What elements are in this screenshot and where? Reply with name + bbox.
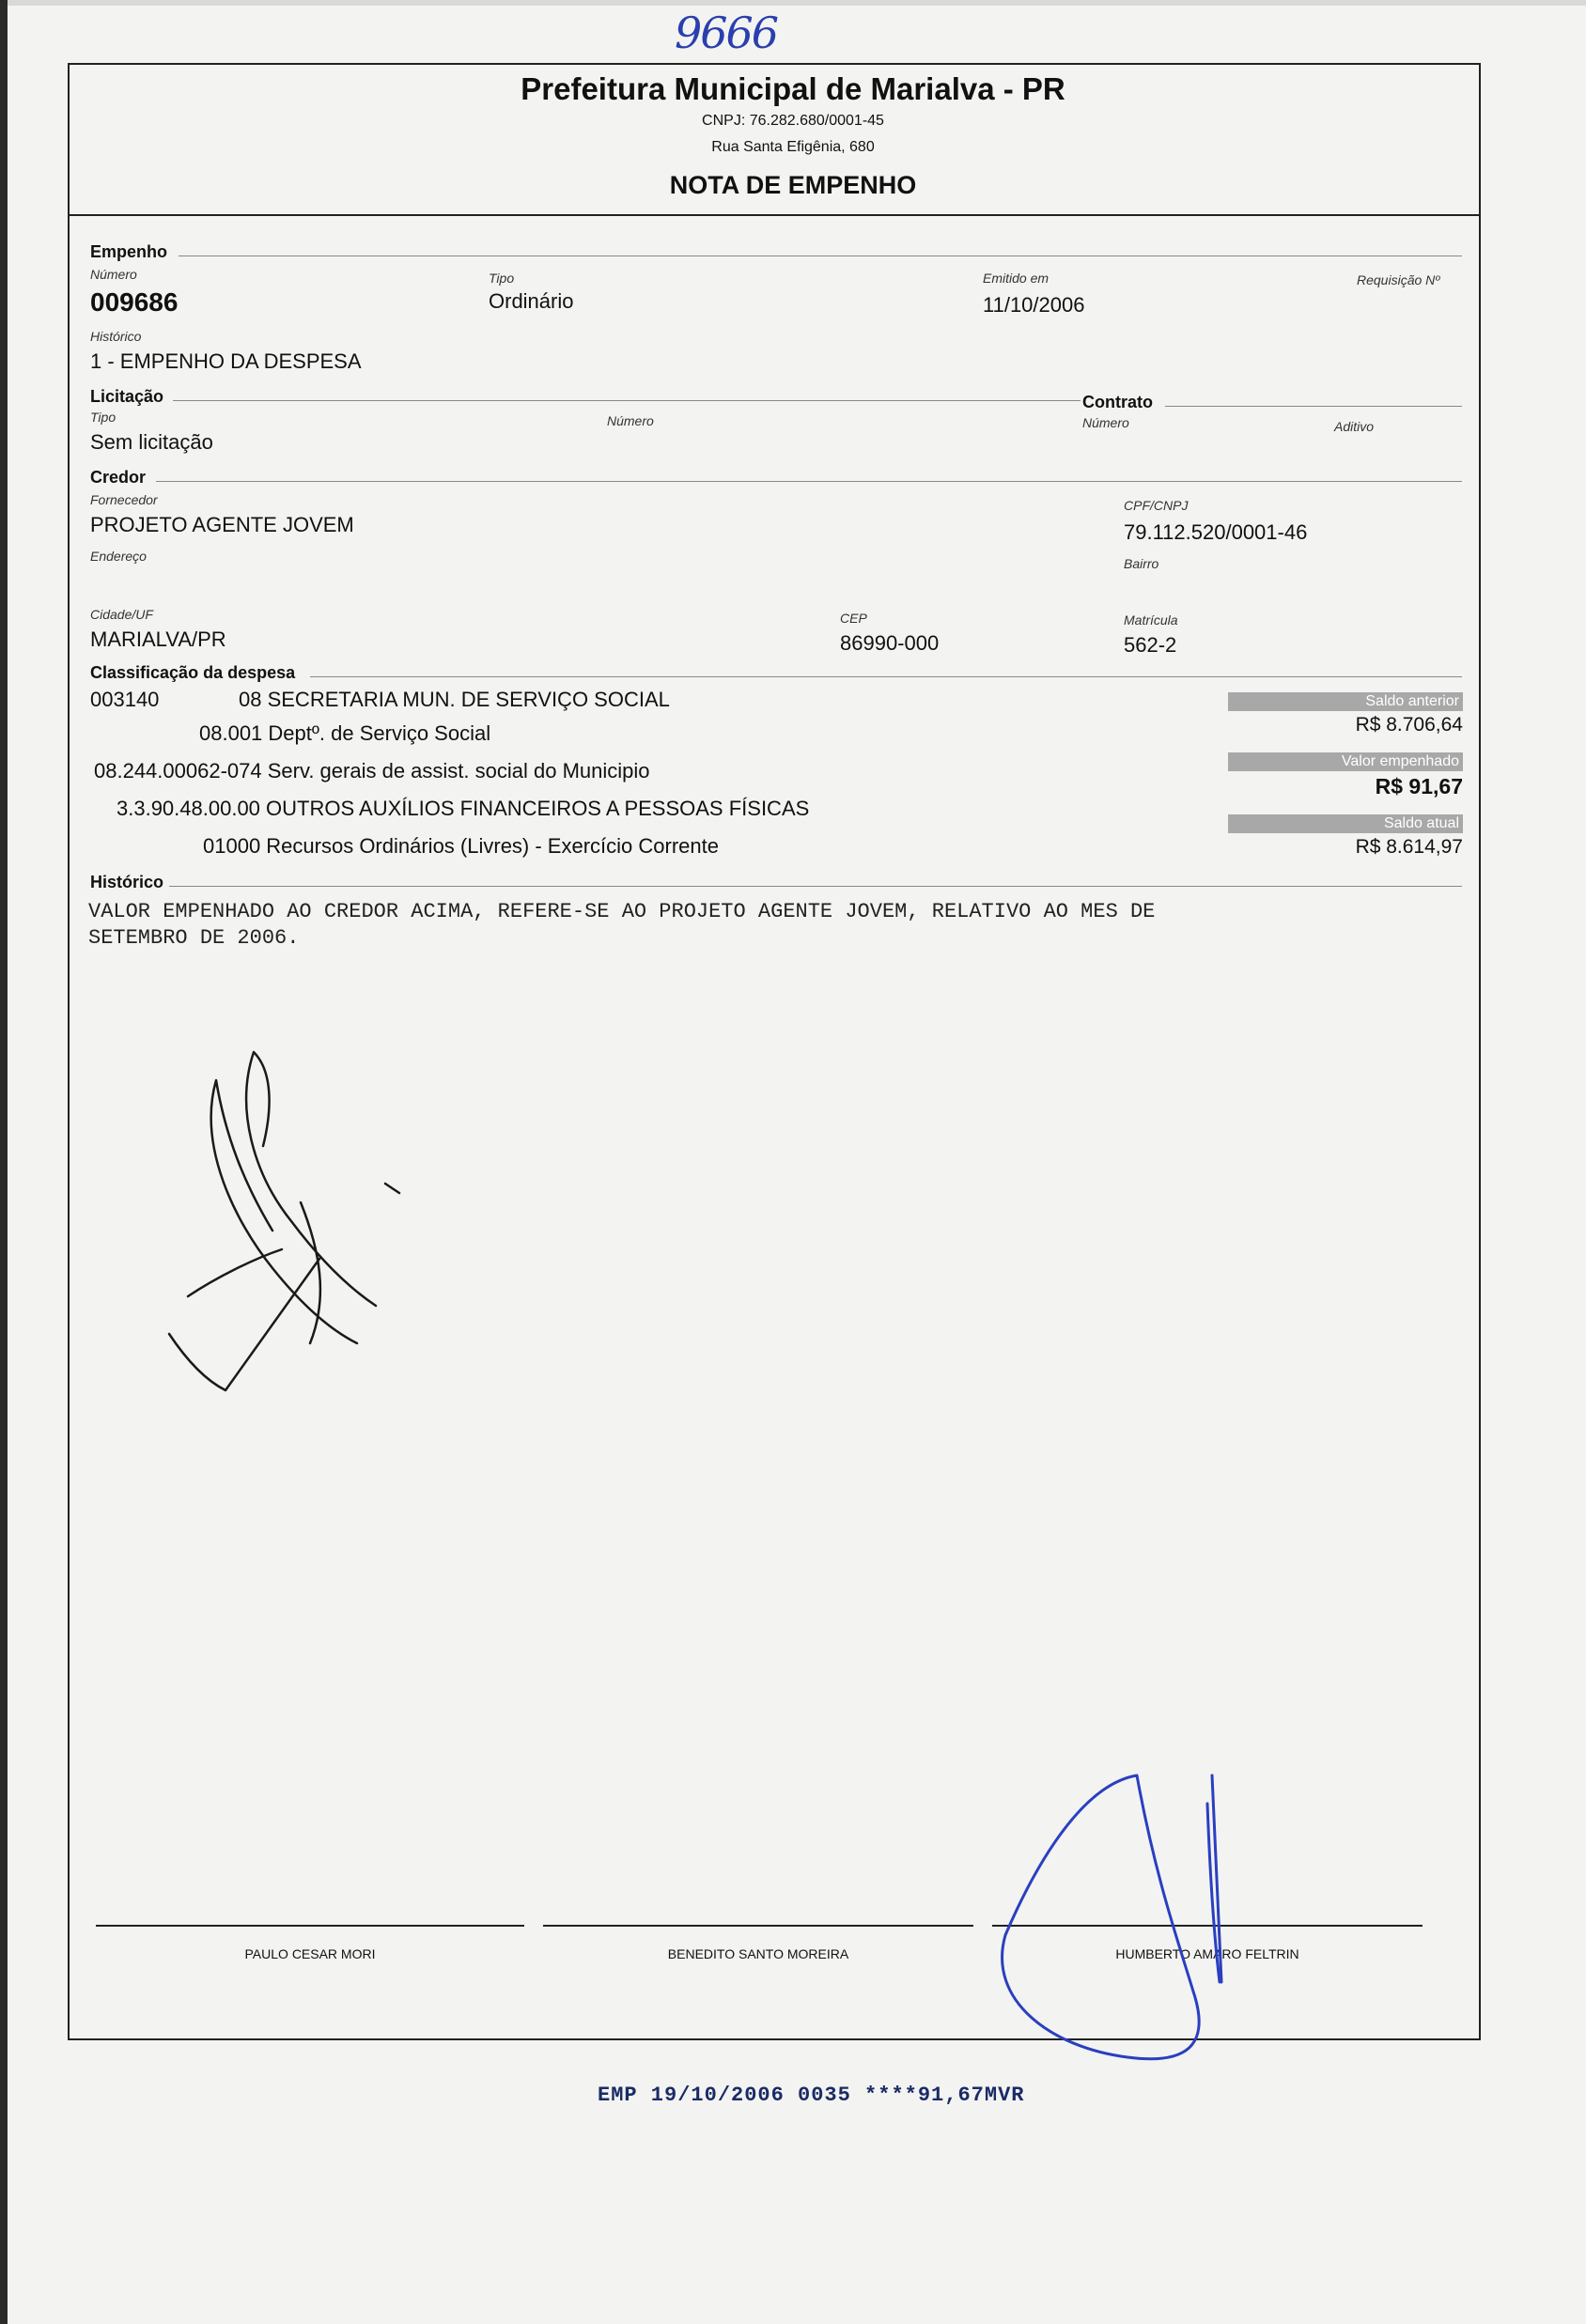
section-rule [156,481,1462,482]
section-rule [310,676,1462,677]
section-empenho: Empenho [90,242,168,261]
licitacao-numero-label: Número [607,413,654,428]
section-historico: Histórico [90,873,164,891]
fornecedor-value: PROJETO AGENTE JOVEM [90,513,354,536]
fornecedor-label: Fornecedor [90,492,158,507]
historico-line-1: VALOR EMPENHADO AO CREDOR ACIMA, REFERE-SE AO PROJETO AGENTE JOVEM, RELATIVO AO MES DE [88,900,1156,923]
matricula-label: Matrícula [1124,612,1178,627]
tipo-label: Tipo [489,271,515,286]
signatory-name: PAULO CESAR MORI [244,1946,376,1961]
scan-left-edge [0,0,8,2324]
endereco-label: Endereço [90,549,147,564]
classificacao-natureza: 3.3.90.48.00.00 OUTROS AUXÍLIOS FINANCEIROS A PESSOAS FÍSICAS [117,797,810,820]
matricula-value: 562-2 [1124,633,1177,657]
section-rule [173,400,1081,401]
page-title: Prefeitura Municipal de Marialva - PR [521,71,1065,106]
historico-line-2: SETEMBRO DE 2006. [88,926,300,950]
numero-label: Número [90,267,137,282]
contrato-numero-label: Número [1082,415,1129,430]
scan-top-edge [0,0,1586,6]
payment-stamp: EMP 19/10/2006 0035 ****91,67MVR [598,2084,1025,2107]
cidade-label: Cidade/UF [90,607,153,622]
cpf-label: CPF/CNPJ [1124,498,1189,513]
section-rule [169,886,1462,887]
address-text: Rua Santa Efigênia, 680 [711,139,875,155]
historico-value: 1 - EMPENHO DA DESPESA [90,349,362,373]
handwritten-signature [996,1766,1268,2067]
saldo-atual-value: R$ 8.614,97 [1355,836,1463,858]
licitacao-tipo-value: Sem licitação [90,430,213,454]
section-licitacao: Licitação [90,387,164,406]
valor-empenhado-label: Valor empenhado [1228,752,1463,771]
cnpj-text: CNPJ: 76.282.680/0001-45 [702,113,884,129]
cidade-value: MARIALVA/PR [90,627,226,651]
signatory-name: BENEDITO SANTO MOREIRA [667,1946,849,1961]
tipo-value: Ordinário [489,289,574,313]
saldo-anterior-value: R$ 8.706,64 [1355,714,1463,736]
handwritten-signature [160,1033,423,1409]
licitacao-tipo-label: Tipo [90,410,117,425]
historico-label: Histórico [90,329,142,344]
empenho-number: 009686 [90,287,179,317]
section-classificacao: Classificação da despesa [90,663,296,682]
cpf-value: 79.112.520/0001-46 [1124,520,1308,544]
valor-empenhado-value: R$ 91,67 [1375,774,1463,798]
signature-line [96,1925,524,1927]
emitido-value: 11/10/2006 [983,293,1085,317]
emitido-label: Emitido em [983,271,1050,286]
section-rule [1165,406,1462,407]
requisicao-label: Requisição Nº [1357,272,1440,287]
saldo-atual-label: Saldo atual [1228,814,1463,833]
signature-line [543,1925,973,1927]
contrato-aditivo-label: Aditivo [1334,419,1375,434]
cep-label: CEP [840,611,867,626]
handwritten-number: 9666 [675,8,778,58]
document-title: NOTA DE EMPENHO [669,171,917,199]
header-divider [70,214,1479,216]
bairro-label: Bairro [1124,556,1159,571]
classificacao-recurso: 01000 Recursos Ordinários (Livres) - Exercício Corrente [203,834,719,858]
saldo-anterior-label: Saldo anterior [1228,692,1463,711]
section-contrato: Contrato [1082,393,1153,411]
classificacao-code: 003140 [90,688,160,711]
classificacao-funcional: 08.244.00062-074 Serv. gerais de assist. social do Municipio [94,759,650,782]
cep-value: 86990-000 [840,631,940,655]
section-credor: Credor [90,468,147,487]
signatory-name: HUMBERTO AMARO FELTRIN [1115,1946,1299,1961]
classificacao-secretaria: 08 SECRETARIA MUN. DE SERVIÇO SOCIAL [239,688,670,711]
classificacao-departamento: 08.001 Deptº. de Serviço Social [199,721,491,745]
